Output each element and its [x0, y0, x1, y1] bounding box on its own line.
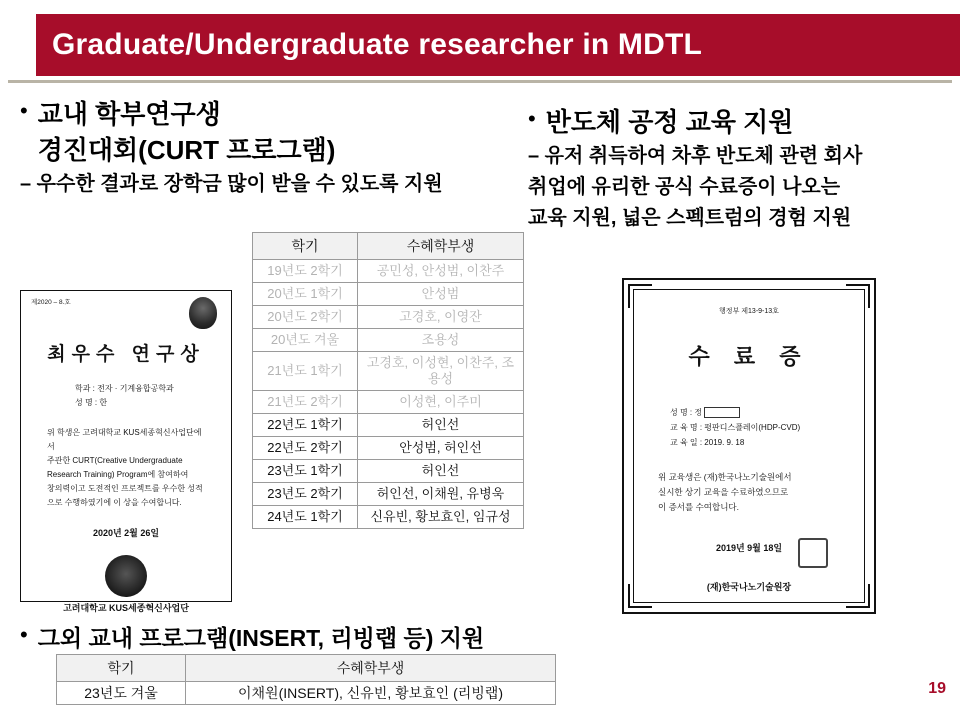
- table-header-row: [253, 233, 524, 260]
- award-body-line-5: 으로 수행하였기에 이 상을 수여합니다.: [47, 498, 182, 507]
- award-doc-number: 제2020 – 8.호: [31, 299, 71, 306]
- table-row: [253, 437, 524, 460]
- certificate-inner-frame: [633, 289, 865, 603]
- table-row: [253, 414, 524, 437]
- completion-seal-icon: [798, 538, 828, 568]
- completion-date: 2019년 9월 18일: [715, 543, 783, 553]
- left-bullet-2-wrap: [20, 620, 620, 656]
- cell-students: 신유빈, 황보효인, 임규성: [358, 506, 524, 529]
- column-header-students: 수혜학부생: [358, 233, 524, 260]
- cell-students: 허인선: [358, 414, 524, 437]
- bullet-marker-icon: •: [528, 106, 536, 131]
- cell-semester: 20년도 겨울: [253, 329, 358, 352]
- table-row: [253, 506, 524, 529]
- award-title: 최우수 연구상: [47, 344, 205, 365]
- right-bullet-1-sub-line-2: 취업에 유리한 공식 수료증이 나오는: [528, 176, 841, 198]
- cell-students: 이채원(INSERT), 신유빈, 황보효인 (리빙랩): [186, 682, 556, 705]
- completion-registration-number: 행정부 제13-9-13호: [719, 308, 779, 315]
- left-bullet-1-line-2: 경진대회(CURT 프로그램): [37, 135, 336, 165]
- page-title: Graduate/Undergraduate researcher in MDTL: [52, 28, 703, 61]
- left-bullet-2-text: 그외 교내 프로그램(INSERT, 리빙랩 등) 지원: [37, 625, 485, 651]
- corner-ornament-icon: [628, 284, 652, 308]
- cell-students: 허인선: [358, 460, 524, 483]
- award-field-name: 성 명 : 한: [75, 398, 108, 407]
- cell-students: 허인선, 이채원, 유병욱: [358, 483, 524, 506]
- award-field-department: 학과 : 전자 · 기계융합공학과: [75, 384, 174, 393]
- cell-students: 이성현, 이주미: [358, 391, 524, 414]
- cell-semester: 23년도 겨울: [57, 682, 186, 705]
- cell-semester: 24년도 1학기: [253, 506, 358, 529]
- cell-students: 고경호, 이영잔: [358, 306, 524, 329]
- right-bullet-1: [528, 104, 948, 140]
- corner-ornament-icon: [628, 584, 652, 608]
- award-body-line-4: 창의력이고 도전적인 프로젝트를 우수한 성적: [47, 484, 203, 493]
- cell-semester: 20년도 1학기: [253, 283, 358, 306]
- award-date: 2020년 2월 26일: [92, 528, 160, 538]
- beneficiary-table-main: [252, 232, 524, 529]
- table-row: [253, 306, 524, 329]
- cell-students: 고경호, 이성현, 이찬주, 조용성: [358, 352, 524, 391]
- completion-field-course: 교 육 명 : 평판디스플레이(HDP-CVD): [670, 423, 801, 432]
- left-bullet-1-subtext: – 우수한 결과로 장학금 많이 받을 수 있도록 지원: [20, 173, 443, 195]
- table-row: [253, 283, 524, 306]
- completion-field-name-label: 성 명 : 정: [670, 408, 703, 417]
- left-bullet-1: [20, 96, 530, 168]
- award-certificate-image: [20, 290, 232, 613]
- table-row: [253, 329, 524, 352]
- corner-ornament-icon: [846, 584, 870, 608]
- cell-students: 공민성, 안성범, 이찬주: [358, 260, 524, 283]
- cell-semester: 21년도 2학기: [253, 391, 358, 414]
- right-column: [528, 104, 948, 233]
- cell-semester: 20년도 2학기: [253, 306, 358, 329]
- completion-field-date: 교 육 일 : 2019. 9. 18: [670, 438, 745, 447]
- table-row: [253, 260, 524, 283]
- award-body-line-1: 위 학생은 고려대학교 KUS세종혁신사업단에서: [47, 428, 202, 451]
- cell-students: 안성범, 허인선: [358, 437, 524, 460]
- cell-students: 조용성: [358, 329, 524, 352]
- slide-title-bar: [36, 14, 960, 76]
- bullet-marker-icon: •: [20, 98, 28, 123]
- column-header-semester: 학기: [57, 655, 186, 682]
- completion-body-line-3: 이 증서를 수여합니다.: [658, 502, 739, 512]
- cell-students: 안성범: [358, 283, 524, 306]
- completion-organization: (재)한국나노기술원장: [706, 582, 792, 592]
- table-row: [253, 352, 524, 391]
- award-organization: 고려대학교 KUS세종혁신사업단: [63, 603, 189, 613]
- completion-body-line-2: 실시한 상기 교육을 수료하였으므로: [658, 487, 789, 497]
- bullet-marker-icon: •: [20, 622, 28, 647]
- cell-semester: 22년도 2학기: [253, 437, 358, 460]
- award-seal-icon: [105, 555, 147, 597]
- cell-semester: 21년도 1학기: [253, 352, 358, 391]
- column-header-semester: 학기: [253, 233, 358, 260]
- table-row: [253, 483, 524, 506]
- completion-certificate-image: [622, 278, 876, 614]
- title-divider: [8, 80, 952, 83]
- right-bullet-1-sub-line-3: 교육 지원, 넓은 스펙트럼의 경험 지원: [528, 207, 852, 229]
- cell-semester: 22년도 1학기: [253, 414, 358, 437]
- completion-title: 수 료 증: [688, 344, 810, 369]
- table-row: [57, 682, 556, 705]
- right-bullet-1-head: 반도체 공정 교육 지원: [545, 107, 794, 137]
- cell-semester: 19년도 2학기: [253, 260, 358, 283]
- left-bullet-1-line-1: 교내 학부연구생: [37, 99, 221, 129]
- left-bullet-2: [20, 620, 620, 656]
- page-number: 19: [928, 680, 946, 697]
- cell-semester: 23년도 2학기: [253, 483, 358, 506]
- table-header-row: [57, 655, 556, 682]
- corner-ornament-icon: [846, 284, 870, 308]
- cell-semester: 23년도 1학기: [253, 460, 358, 483]
- right-bullet-1-sub-line-1: – 유저 취득하여 차후 반도체 관련 회사: [528, 145, 863, 167]
- table-row: [253, 460, 524, 483]
- completion-body-line-1: 위 교육생은 (재)한국나노기술원에서: [658, 472, 792, 482]
- award-body-line-2: 주관한 CURT(Creative Undergraduate: [47, 456, 183, 465]
- beneficiary-table-extra: [56, 654, 556, 705]
- left-column: [20, 96, 530, 199]
- table-row: [253, 391, 524, 414]
- award-body-line-3: Research Training) Program에 참여하여: [47, 470, 189, 479]
- university-emblem-icon: [189, 297, 217, 329]
- column-header-students: 수혜학부생: [186, 655, 556, 682]
